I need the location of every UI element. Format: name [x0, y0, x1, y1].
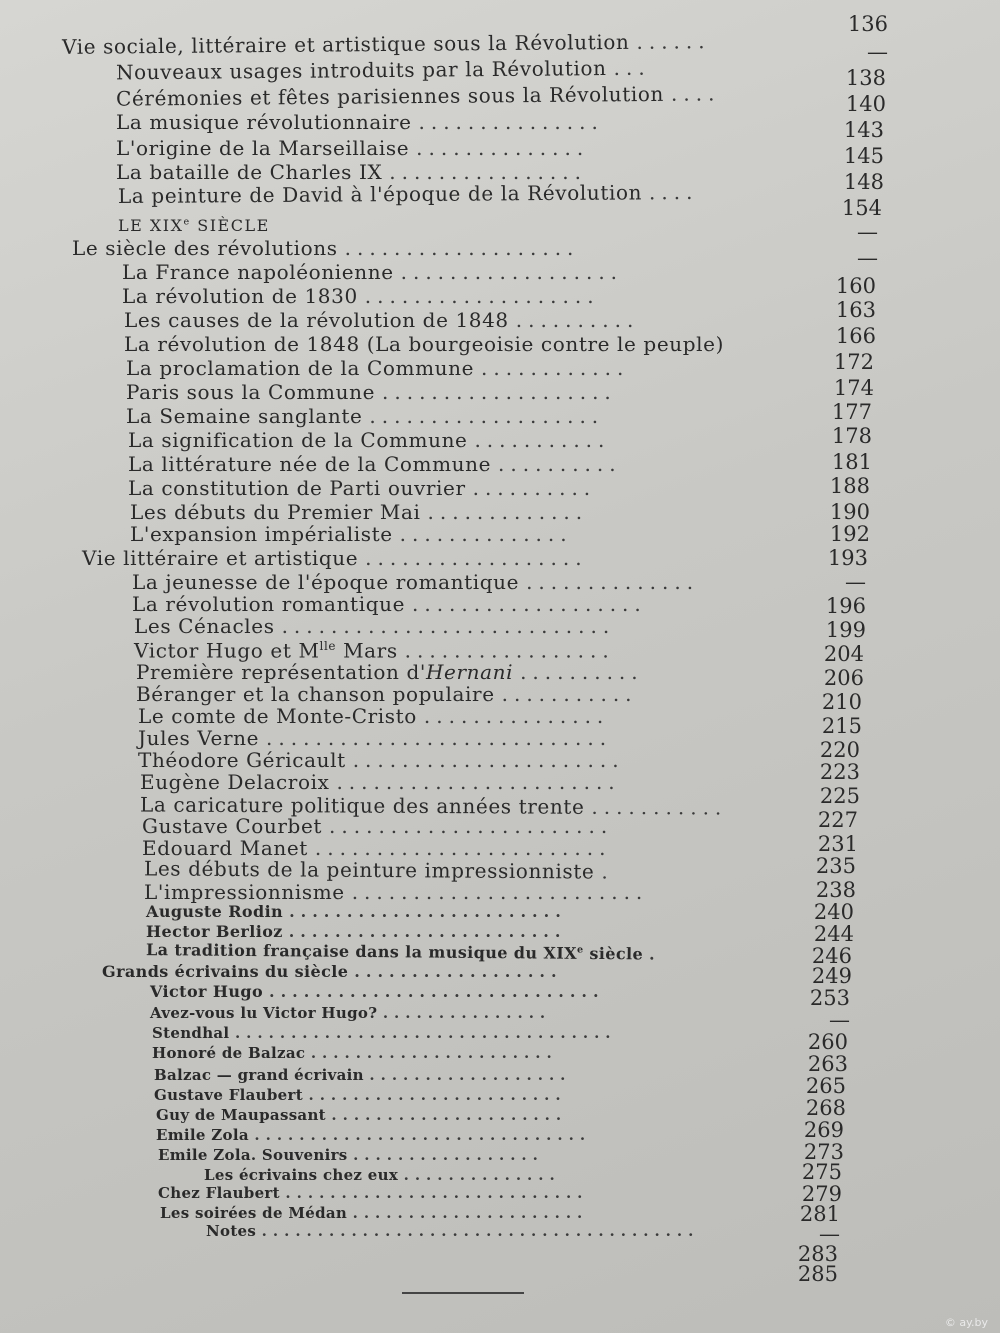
bottom-rule — [402, 1292, 524, 1294]
toc-entry — [72, 238, 579, 258]
toc-entry-title: Les soirées de Médan — [160, 1204, 348, 1222]
page-number: 163 — [835, 298, 876, 322]
toc-entry-title: La bataille de Charles IX — [116, 160, 383, 184]
dot-leader: .......... — [472, 476, 597, 500]
toc-entry-title: La révolution de 1830 — [122, 284, 358, 308]
toc-entry — [128, 454, 622, 474]
page-number: 154 — [841, 196, 882, 220]
page-number: — — [845, 570, 866, 594]
toc-entry-title: Les Cénacles — [134, 614, 275, 638]
page-number: 204 — [823, 642, 864, 666]
toc-entry-title: Vie sociale, littéraire et artistique sous la Révolution — [61, 29, 630, 59]
toc-entry-title: Le siècle des révolutions — [72, 236, 338, 260]
toc-entry-title: La révolution de 1848 (La bourgeoisie contre le peuple) — [124, 332, 724, 356]
dot-leader: .................. — [400, 260, 624, 284]
dot-leader: .......... — [515, 308, 640, 332]
page-number: 138 — [845, 66, 886, 90]
page-number: 285 — [797, 1262, 838, 1286]
toc-entry-title: Vie littéraire et artistique — [82, 546, 359, 570]
toc-entry — [140, 772, 621, 792]
toc-entry-title: Jules Verne — [138, 726, 260, 750]
toc-entry — [152, 1026, 617, 1041]
page-number: 231 — [817, 832, 858, 856]
page-number: 143 — [843, 118, 884, 142]
dot-leader: ....................... — [329, 814, 614, 838]
toc-entry — [138, 706, 609, 726]
toc-entry — [138, 728, 612, 748]
toc-entry-title: Victor Hugo et M — [134, 638, 320, 663]
toc-entry-title: Honoré de Balzac — [152, 1044, 306, 1062]
toc-entry — [158, 1186, 588, 1201]
page-number: 199 — [825, 618, 866, 642]
toc-entry-title: Nouveaux usages introduits par la Révolution — [115, 56, 607, 85]
page-number: 275 — [801, 1160, 842, 1184]
page-number: 249 — [811, 964, 852, 988]
dot-leader: .......... — [498, 452, 622, 476]
page-number: 281 — [799, 1202, 840, 1226]
toc-entry — [116, 112, 604, 132]
toc-entry-title: Paris sous la Commune — [126, 380, 376, 404]
toc-entry — [146, 904, 567, 920]
page-number: 240 — [813, 900, 854, 924]
dot-leader: ........... — [501, 682, 638, 706]
toc-entry-title: La littérature née de la Commune — [128, 452, 492, 476]
toc-entry — [62, 31, 711, 57]
toc-entry-title: Balzac — grand écrivain — [154, 1066, 364, 1084]
dot-leader: .... — [648, 179, 699, 205]
dot-leader: ............. — [427, 500, 589, 524]
toc-entry — [124, 310, 639, 330]
section-header — [118, 216, 270, 235]
dot-leader: ................... — [369, 404, 605, 428]
dot-leader: ............... — [423, 704, 610, 728]
toc-entry-title: Emile Zola. Souvenirs — [158, 1146, 348, 1164]
page-number: 136 — [847, 12, 888, 36]
dot-leader: ................... — [344, 236, 580, 260]
page-number: 181 — [831, 450, 872, 474]
toc-entry — [144, 882, 648, 902]
toc-entry — [142, 838, 611, 858]
toc-entry — [156, 1108, 567, 1123]
toc-entry — [156, 1128, 591, 1143]
toc-entry — [152, 1046, 558, 1061]
page-number: — — [867, 40, 888, 64]
toc-entry-title: Béranger et la chanson populaire — [136, 682, 495, 706]
dot-leader: .............. — [403, 1166, 561, 1184]
dot-leader: .......... — [520, 660, 644, 684]
toc-entry-title: Le comte de Monte-Cristo — [138, 704, 417, 728]
toc-entry-title: Les débuts du Premier Mai — [130, 500, 421, 524]
page-number: 206 — [823, 666, 864, 690]
dot-leader: . — [601, 859, 614, 884]
page-number: 192 — [829, 522, 870, 546]
dot-leader: . — [649, 944, 661, 964]
dot-leader: ................. — [404, 638, 615, 663]
page-number: 253 — [809, 986, 850, 1010]
page-number: 148 — [843, 170, 884, 194]
dot-leader: ..................... — [352, 1204, 589, 1222]
toc-entry-title: Victor Hugo — [150, 982, 264, 1001]
toc-entry — [124, 334, 724, 354]
toc-entry-title: Théodore Géricault — [138, 748, 346, 772]
toc-entry — [115, 55, 651, 85]
page-number: — — [857, 246, 878, 270]
dot-leader: ................... — [364, 284, 600, 308]
dot-leader: ........... — [591, 794, 728, 820]
toc-entry-title: Les causes de la révolution de 1848 — [124, 308, 509, 332]
toc-entry — [117, 179, 699, 209]
toc-entry — [122, 286, 600, 306]
dot-leader: ............................ — [266, 726, 613, 750]
toc-entry-title: Avez-vous lu Victor Hugo? — [150, 1004, 378, 1022]
page-number: 223 — [819, 760, 860, 784]
toc-entry — [122, 262, 623, 282]
toc-entry-title: La signification de la Commune — [128, 428, 468, 452]
page-number: 177 — [831, 400, 872, 424]
dot-leader: ........................... — [281, 614, 616, 638]
toc-entry-title: Guy de Maupassant — [156, 1106, 326, 1124]
page-number: 140 — [845, 92, 886, 116]
toc-entry-title: Chez Flaubert — [158, 1184, 280, 1202]
dot-leader: ........................ — [351, 880, 649, 904]
toc-entry-title: La révolution romantique — [132, 592, 406, 616]
page-number: 188 — [829, 474, 870, 498]
toc-entry-title: Stendhal — [152, 1024, 230, 1042]
page-number: 166 — [835, 324, 876, 348]
dot-leader: .............. — [399, 522, 573, 546]
toc-entry — [204, 1168, 561, 1183]
page-number: 215 — [821, 714, 862, 738]
dot-leader: ....................................... — [261, 1222, 700, 1240]
page-number: 174 — [833, 376, 874, 400]
page-number: 283 — [797, 1242, 838, 1266]
dot-leader: .................. — [365, 546, 588, 570]
toc-entry-title: La caricature politique des années trente — [139, 792, 585, 819]
toc-entry-title-suffix: Mars — [336, 638, 398, 663]
dot-leader: ............................. — [269, 982, 605, 1001]
toc-entry-title: Cérémonies et fêtes parisiennes sous la Révolution — [115, 81, 665, 111]
dot-leader: ... — [613, 55, 651, 80]
dot-leader: ...................... — [352, 748, 625, 772]
dot-leader: ........................ — [289, 902, 567, 921]
toc-entry-title: La Semaine sanglante — [126, 404, 363, 428]
toc-entry-title: L'origine de la Marseillaise — [116, 136, 410, 160]
toc-entry — [130, 524, 573, 544]
dot-leader: ........... — [474, 428, 611, 452]
toc-entry-title: Grands écrivains du siècle — [102, 962, 349, 981]
toc-entry — [115, 81, 721, 111]
toc-entry-title: La France napoléonienne — [122, 260, 394, 284]
toc-entry — [116, 138, 589, 158]
page-number: — — [857, 220, 878, 244]
toc-entry — [126, 358, 629, 378]
toc-entry — [132, 572, 699, 592]
dot-leader: ................... — [382, 380, 617, 404]
toc-entry-title: Emile Zola — [156, 1126, 249, 1144]
dot-leader: ........................ — [288, 922, 567, 941]
toc-entry-title: Gustave Courbet — [142, 814, 323, 838]
toc-entry — [128, 478, 596, 498]
page-number: 190 — [829, 500, 870, 524]
page-number: 172 — [833, 350, 874, 374]
superscript: e — [183, 216, 191, 228]
dot-leader: ....................... — [336, 770, 621, 794]
toc-entry — [130, 502, 588, 522]
page-number: 220 — [819, 738, 860, 762]
toc-entry-title: La jeunesse de l'époque romantique — [132, 570, 520, 594]
toc-entry-title: L'impressionnisme — [144, 880, 345, 904]
toc-entry-title: La musique révolutionnaire — [116, 110, 412, 134]
page-number: 263 — [807, 1052, 848, 1076]
toc-entry — [132, 594, 647, 614]
page-number: 279 — [801, 1182, 842, 1206]
watermark: © ay.by — [944, 1316, 988, 1329]
toc-entry — [102, 964, 563, 980]
dot-leader: ................... — [411, 592, 647, 616]
toc-entry — [150, 984, 605, 1000]
toc-entry — [128, 430, 610, 450]
toc-entry-title: L'expansion impérialiste — [130, 522, 393, 546]
page-number: 244 — [813, 922, 854, 946]
dot-leader: ................ — [389, 160, 587, 184]
superscript: lle — [319, 639, 337, 653]
page-number: 238 — [815, 878, 856, 902]
section-header-text-suffix: SIÈCLE — [190, 216, 270, 235]
toc-entry — [136, 662, 644, 682]
dot-leader: .................. — [369, 1066, 572, 1084]
page-number: 145 — [843, 144, 884, 168]
toc-entry-title: Eugène Delacroix — [140, 770, 330, 794]
page-number: 210 — [821, 690, 862, 714]
toc-entry — [126, 382, 617, 402]
toc-entry-title-suffix: siècle — [583, 943, 644, 964]
toc-entry — [138, 750, 625, 770]
dot-leader: .............. — [526, 570, 700, 594]
page-number: 265 — [805, 1074, 846, 1098]
toc-entry — [206, 1224, 699, 1239]
page-number: 178 — [831, 424, 872, 448]
page-number: 227 — [817, 808, 858, 832]
page-number: 260 — [807, 1030, 848, 1054]
dot-leader: ............... — [382, 1004, 552, 1022]
toc-entry — [146, 942, 661, 963]
toc-entry — [154, 1068, 571, 1083]
toc-entry-title: La peinture de David à l'époque de la Révolution — [117, 180, 643, 209]
toc-entry — [136, 684, 638, 704]
dot-leader: .............. — [416, 136, 590, 160]
toc-entry — [150, 1006, 551, 1021]
page-number: 225 — [819, 784, 860, 808]
dot-leader: ...................... — [310, 1044, 558, 1062]
toc-entry-title: Hector Berlioz — [146, 922, 283, 941]
superscript: e — [576, 944, 584, 956]
page-number: — — [829, 1008, 850, 1032]
toc-entry-title: La proclamation de la Commune — [126, 356, 475, 380]
dot-leader: ........................ — [314, 836, 612, 860]
toc-entry — [143, 856, 614, 884]
page-number: — — [819, 1222, 840, 1246]
page-number: 246 — [811, 944, 852, 968]
page-number: 160 — [835, 274, 876, 298]
toc-entry — [142, 816, 613, 836]
toc-entry-title: La tradition française dans la musique du XIX — [145, 940, 578, 963]
toc-entry-title: Edouard Manet — [142, 836, 308, 860]
toc-entry-title: Les écrivains chez eux — [204, 1166, 399, 1184]
toc-entry — [160, 1206, 588, 1221]
page-number: 193 — [827, 546, 868, 570]
toc-entry — [82, 548, 588, 568]
dot-leader: .... — [670, 81, 721, 106]
toc-entry-title: Gustave Flaubert — [154, 1086, 303, 1104]
toc-entry — [134, 640, 615, 661]
page-number: 196 — [825, 594, 866, 618]
dot-leader: ................. — [353, 1146, 544, 1164]
toc-entry-title: La constitution de Parti ouvrier — [128, 476, 466, 500]
dot-leader: ............... — [418, 110, 604, 134]
dot-leader: ............ — [481, 356, 630, 380]
toc-entry — [116, 162, 587, 182]
dot-leader: .................. — [354, 962, 563, 981]
dot-leader: ..................... — [331, 1106, 568, 1124]
dot-leader: ...... — [636, 29, 711, 54]
dot-leader: ....................... — [308, 1086, 567, 1104]
page-number: 235 — [815, 854, 856, 878]
toc-entry-title: Auguste Rodin — [146, 902, 284, 921]
dot-leader: .............................. — [254, 1126, 592, 1144]
page-number: 273 — [803, 1140, 844, 1164]
toc-entry — [126, 406, 604, 426]
dot-leader: ........................... — [285, 1184, 589, 1202]
toc-entry — [154, 1088, 567, 1103]
toc-entry-title: Les débuts de la peinture impressionniste — [143, 856, 595, 884]
section-header-text: LE XIX — [118, 216, 184, 235]
toc-entry-title: Première représentation d' — [136, 660, 426, 684]
toc-entry — [146, 924, 566, 940]
toc-entry — [134, 616, 615, 636]
page-number: 268 — [805, 1096, 846, 1120]
toc-entry — [158, 1148, 544, 1163]
italic-title: Hernani — [425, 660, 514, 684]
toc-entry-title: Notes — [206, 1222, 257, 1240]
dot-leader: .................................. — [234, 1024, 617, 1042]
page-number: 269 — [803, 1118, 844, 1142]
